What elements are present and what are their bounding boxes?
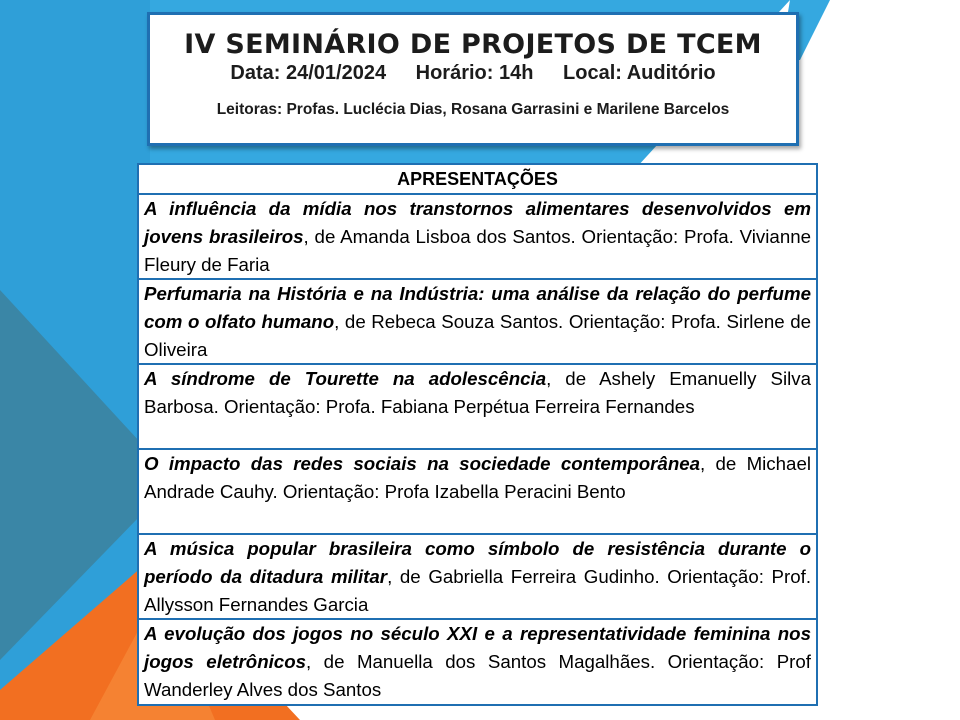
- presentation-title: A música popular brasileira como símbolo de resistência durante o período da ditadura militar: [144, 538, 811, 587]
- table-row: [139, 535, 816, 620]
- event-place: Local: Auditório: [563, 62, 716, 84]
- presentation-details: , de Gabriella Ferreira Gudinho. Orientação: Prof. Allysson Fernandes Garcia: [144, 566, 812, 615]
- event-info: [150, 62, 796, 85]
- table-row: [139, 195, 816, 280]
- table-row: [139, 280, 816, 365]
- table-row: [139, 620, 816, 704]
- presentation-details: , de Michael Andrade Cauhy. Orientação: Profa Izabella Peracini Bento: [144, 453, 811, 502]
- event-time: Horário: 14h: [415, 62, 534, 84]
- presentation-details: , de Amanda Lisboa dos Santos. Orientação: Profa. Vivianne Fleury de Faria: [144, 226, 811, 275]
- presentations-table: [137, 163, 818, 706]
- presentation-title: A síndrome de Tourette na adolescência: [144, 368, 547, 389]
- table-row: [139, 365, 816, 450]
- presentation-details: , de Manuella dos Santos Magalhães. Orientação: Prof Wanderley Alves dos Santos: [144, 651, 811, 700]
- event-date: Data: 24/01/2024: [230, 62, 387, 84]
- presentation-title: O impacto das redes sociais na sociedade contemporânea: [144, 453, 701, 474]
- presentation-details: , de Rebeca Souza Santos. Orientação: Profa. Sirlene de Oliveira: [144, 311, 812, 360]
- presentation-title: Perfumaria na História e na Indústria: uma análise da relação do perfume com o olfato humano: [144, 283, 811, 332]
- table-heading: APRESENTAÇÕES: [139, 165, 816, 195]
- seminar-title: IV SEMINÁRIO DE PROJETOS DE TCEM: [184, 29, 762, 60]
- readers-line: Leitoras: Profas. Luclécia Dias, Rosana Garrasini e Marilene Barcelos: [216, 101, 730, 118]
- presentation-title: A influência da mídia nos transtornos alimentares desenvolvidos em jovens brasileiros: [144, 198, 811, 247]
- header-box: [147, 12, 799, 146]
- presentation-details: , de Ashely Emanuelly Silva Barbosa. Orientação: Profa. Fabiana Perpétua Ferreira Fernandes: [144, 368, 811, 417]
- presentation-title: A evolução dos jogos no século XXI e a representatividade feminina nos jogos eletrônicos: [144, 623, 811, 672]
- table-row: [139, 450, 816, 535]
